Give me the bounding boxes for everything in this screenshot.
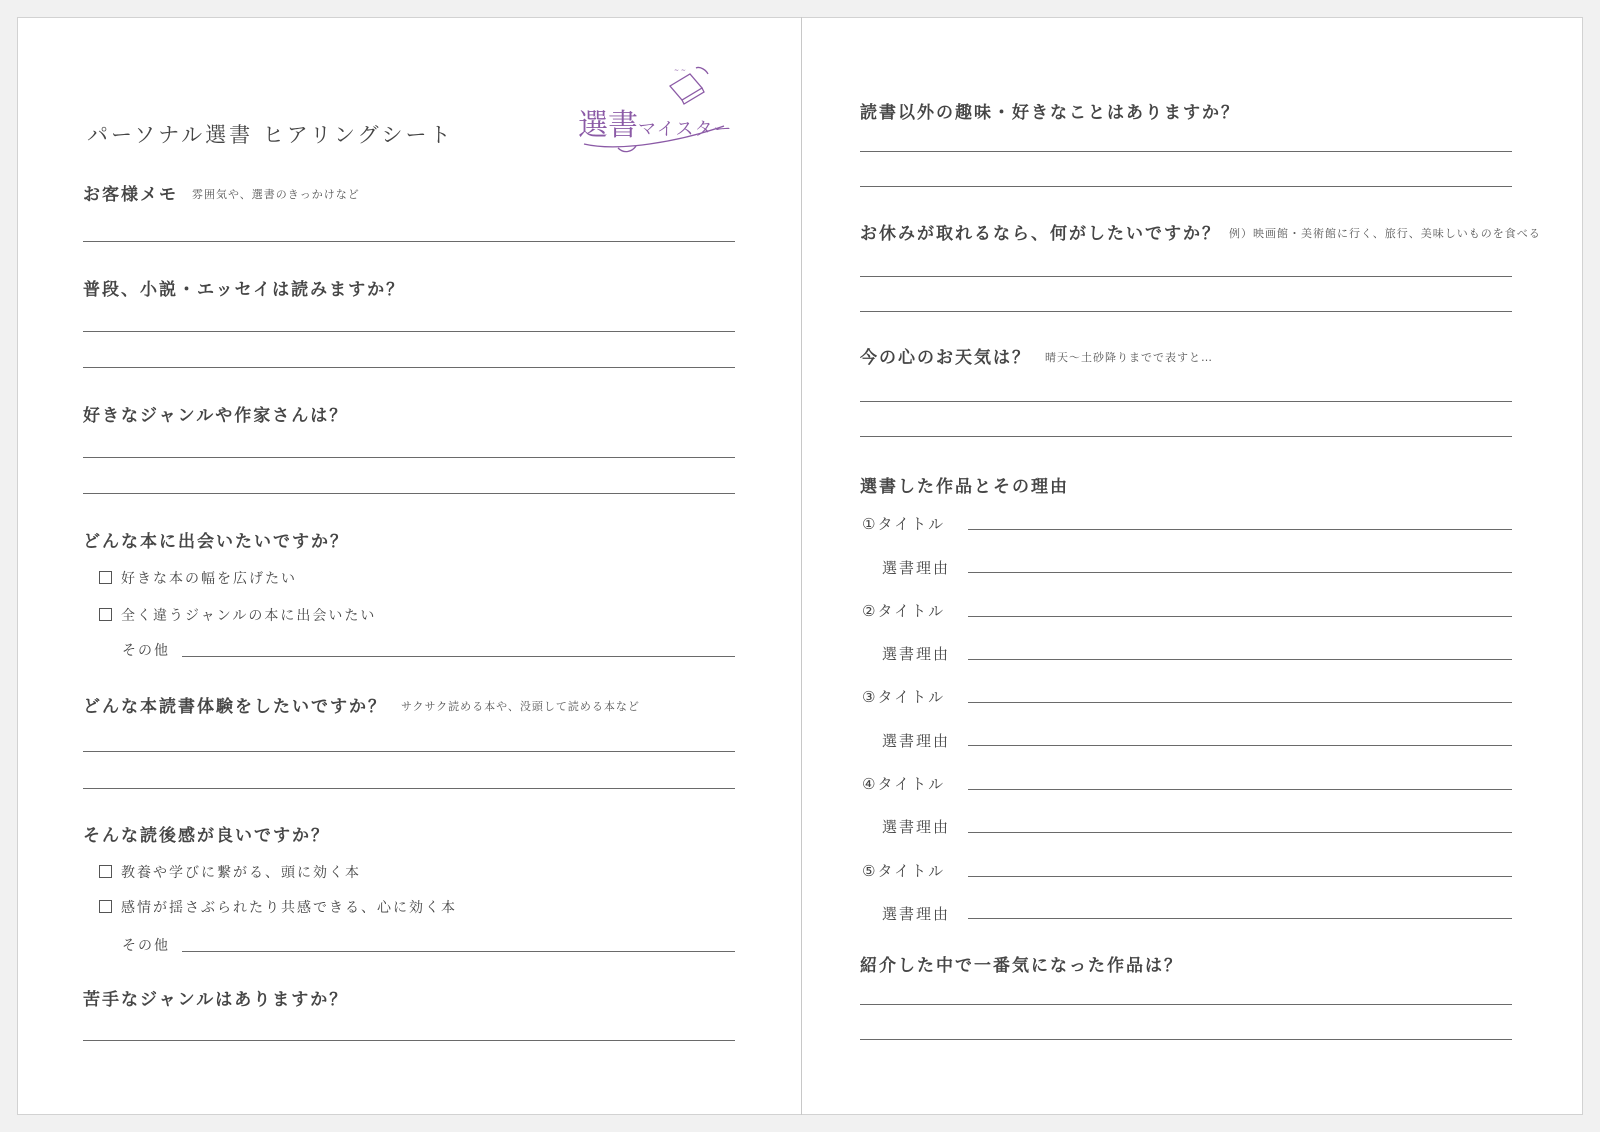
item-3-reason-label: 選書理由 [882,732,951,750]
checkbox[interactable] [99,608,112,621]
question-customer-memo [83,180,360,205]
logo-sub-text: マイスター [638,119,733,140]
option-label: 好きな本の幅を広げたい [121,571,297,587]
other-label: その他 [122,938,170,954]
item-2-reason-line[interactable] [968,659,1512,660]
answer-line[interactable] [83,367,735,368]
question-hint: 晴天〜土砂降りまでで表すと… [1045,351,1213,364]
answer-line[interactable] [83,331,735,332]
answer-line[interactable] [860,151,1512,152]
question-selected-works: 選書した作品とその理由 [860,477,1069,497]
question-label: 今の心のお天気は？ [860,348,1031,368]
checkbox[interactable] [99,571,112,584]
option-label: 感情が揺さぶられたり共感できる、心に効く本 [121,900,457,916]
item-1-reason-line[interactable] [968,572,1512,573]
logo-main-text: 選書 [578,108,638,143]
question-label: どんな本読書体験をしたいですか？ [83,697,387,717]
question-label: お客様メモ [83,185,178,205]
item-3-reason-line[interactable] [968,745,1512,746]
answer-line[interactable] [83,493,735,494]
answer-line[interactable] [860,1039,1512,1040]
question-disliked-genre: 苦手なジャンルはありますか？ [83,990,349,1010]
item-4-reason-label: 選書理由 [882,818,951,836]
item-1-title-line[interactable] [968,529,1512,530]
answer-line[interactable] [83,788,735,789]
question-hint: 雰囲気や、選書のきっかけなど [192,188,360,201]
page-title: パーソナル選書 ヒアリングシート [87,123,454,147]
logo-wordmark [578,100,732,144]
answer-line[interactable] [83,241,735,242]
answer-line[interactable] [860,401,1512,402]
checkbox[interactable] [99,865,112,878]
question-aftertaste: そんな読後感が良いですか？ [83,826,330,846]
option-broaden[interactable] [99,568,297,588]
item-3-title-label: ③タイトル [862,688,946,706]
answer-line[interactable] [83,1040,735,1041]
item-2-reason-label: 選書理由 [882,645,951,663]
item-5-reason-label: 選書理由 [882,905,951,923]
option-heart[interactable] [99,897,457,917]
answer-line[interactable] [83,751,735,752]
question-hint: 例）映画館・美術館に行く、旅行、美味しいものを食べる [1229,227,1541,240]
other-answer-line[interactable] [182,656,735,657]
option-mind[interactable] [99,862,361,882]
senshou-meister-logo [578,62,736,154]
item-2-title-label: ②タイトル [862,602,946,620]
answer-line[interactable] [860,311,1512,312]
answer-line[interactable] [860,1004,1512,1005]
question-desired-books: どんな本に出会いたいですか？ [83,532,349,552]
other-answer-line[interactable] [182,951,735,952]
question-hint: サクサク読める本や、没頭して読める本など [401,700,640,713]
question-day-off [860,219,1541,244]
checkbox[interactable] [99,900,112,913]
question-reading-experience [83,692,640,717]
answer-line[interactable] [860,436,1512,437]
item-5-reason-line[interactable] [968,918,1512,919]
option-different-genre[interactable] [99,605,376,625]
question-favorite-genre: 好きなジャンルや作家さんは？ [83,406,349,426]
item-4-title-line[interactable] [968,789,1512,790]
question-mood-weather [860,343,1213,368]
question-most-interesting: 紹介した中で一番気になった作品は？ [860,956,1183,976]
item-5-title-label: ⑤タイトル [862,862,946,880]
answer-line[interactable] [83,457,735,458]
option-label: 全く違うジャンルの本に出会いたい [121,608,377,624]
answer-line[interactable] [860,276,1512,277]
item-1-title-label: ①タイトル [862,515,946,533]
option-label: 教養や学びに繋がる、頭に効く本 [121,865,361,881]
answer-line[interactable] [860,186,1512,187]
other-label: その他 [122,643,170,659]
svg-text:~ ~: ~ ~ [674,67,686,74]
page-divider [801,17,802,1115]
question-hobbies: 読書以外の趣味・好きなことはありますか？ [860,103,1240,123]
item-4-reason-line[interactable] [968,832,1512,833]
question-reads-novels: 普段、小説・エッセイは読みますか？ [83,280,406,300]
item-4-title-label: ④タイトル [862,775,946,793]
item-1-reason-label: 選書理由 [882,559,951,577]
item-2-title-line[interactable] [968,616,1512,617]
item-3-title-line[interactable] [968,702,1512,703]
item-5-title-line[interactable] [968,876,1512,877]
question-label: お休みが取れるなら、何がしたいですか？ [860,224,1221,244]
